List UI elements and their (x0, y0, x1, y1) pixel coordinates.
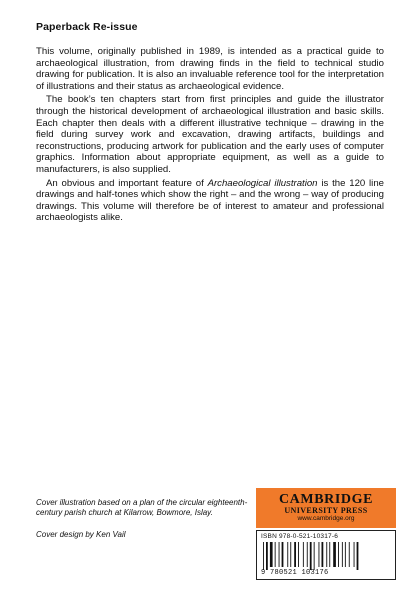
barcode-bar (314, 542, 315, 570)
barcode-bar (294, 542, 296, 567)
barcode-bars (261, 542, 391, 572)
barcode-bar (338, 542, 339, 567)
barcode-bar (270, 542, 273, 567)
barcode-bar (310, 542, 312, 570)
barcode-bar (342, 542, 343, 567)
reissue-heading: Paperback Re-issue (36, 21, 138, 33)
barcode-bar (298, 542, 299, 567)
barcode-bar (282, 542, 284, 567)
blurb-paragraph-3 (36, 178, 384, 224)
barcode-bar (263, 542, 264, 570)
blurb-paragraph-1: This volume, originally published in 1989, is intended as a practical guide to archaeological illustration, from drawing finds in the field to technical studio drawing for publication. It is also an invaluable reference tool for the interpretation of illustrations and their status as archaeological evidence. (36, 46, 384, 92)
publisher-url: www.cambridge.org (297, 515, 355, 522)
blurb (36, 46, 384, 226)
barcode-digits: 9 780521 103176 (261, 569, 329, 577)
barcode-bar (349, 542, 350, 567)
book-title-italic: Archaeological illustration (207, 177, 318, 189)
publisher-block (256, 488, 396, 580)
barcode-bar (307, 542, 308, 567)
barcode-bar (322, 542, 324, 567)
barcode-bar (266, 542, 268, 570)
barcode-bar (326, 542, 327, 567)
barcode-bar (290, 542, 291, 567)
isbn-label: ISBN 978-0-521-10317-6 (261, 533, 339, 540)
publisher-subtitle: UNIVERSITY PRESS (284, 506, 368, 515)
paragraph-3-lead: An obvious and important feature of (46, 177, 208, 189)
barcode-bar (279, 542, 280, 567)
blurb-paragraph-2: The book’s ten chapters start from first principles and guide the illustrator through the historical development of archaeological illustration and basic skills. Each chapter then deals with a different illustrative technique – drawing in the field during survey work and excavation, drawing artifacts, buildings and reconstructions, producing artwork for publication and the early uses of computer graphics. Information about appropriate equipment, as well as a guide to manufacturers, is also supplied. (36, 94, 384, 175)
publisher-name: CAMBRIDGE (278, 492, 374, 507)
cover-credits (36, 498, 256, 540)
barcode-bar (303, 542, 304, 567)
barcode-bar (357, 542, 359, 570)
barcode-bar (345, 542, 346, 567)
barcode-bar (287, 542, 288, 567)
barcode-bar (275, 542, 276, 567)
cover-illustration-credit: Cover illustration based on a plan of the circular eighteenth-century parish church at Kilarrow, Bowmore, Islay. (36, 498, 248, 517)
cover-design-credit: Cover design by Ken Vail (36, 530, 126, 539)
barcode-bar (333, 542, 336, 567)
barcode-bar (329, 542, 330, 567)
barcode-panel (256, 530, 396, 580)
barcode-bar (319, 542, 320, 567)
paragraph-3-rest: is the 120 line drawings and half-tones which show the right – and the wrong – way of producing drawings. This volume will therefore be of interest to amateur and professional archaeologists alike. (36, 177, 384, 224)
barcode-bar (354, 542, 355, 567)
publisher-logo-panel (256, 488, 396, 528)
